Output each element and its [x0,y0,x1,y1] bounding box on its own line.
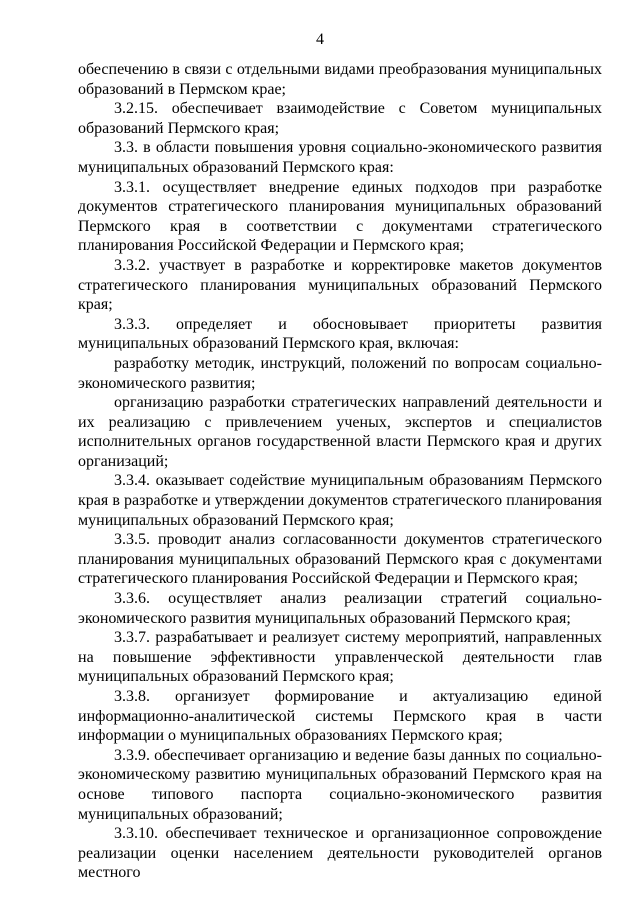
paragraph-3-3-8: 3.3.8. организует формирование и актуализацию единой информационно-аналитической системы Пермского края в части информации о муниципальных образованиях Пермского края; [78,688,602,745]
paragraph-3-3-4: 3.3.4. оказывает содействие муниципальным образованиям Пермского края в разработке и утверждении документов стратегического планирования муниципальных образований Пермского края; [78,472,602,529]
paragraph-3-3-5: 3.3.5. проводит анализ согласованности документов стратегического планирования муниципальных образований Пермского края с документами стратегического планирования Российской Федерации и Пермского края; [78,531,602,588]
paragraph-3-3-1: 3.3.1. осуществляет внедрение единых подходов при разработке документов стратегического планирования муниципальных образований Пермского края в соответствии с документами стратегического планирования Российской Федерации и Пермского края; [78,178,602,255]
paragraph-3-3-9: 3.3.9. обеспечивает организацию и ведение базы данных по социально-экономическому развитию муниципальных образований Пермского края на основе типового паспорта социально-экономического развития муниципальных образований; [78,746,602,823]
paragraph-continuation: обеспечению в связи с отдельными видами преобразования муниципальных образований в Пермском крае; [78,61,602,98]
document-body [78,60,602,883]
paragraph-strategic-directions: организацию разработки стратегических направлений деятельности и их реализацию с привлечением ученых, экспертов и специалистов исполнительных органов государственной власти Пермского края и других организаций; [78,394,602,470]
paragraph-3-3-6: 3.3.6. осуществляет анализ реализации стратегий социально-экономического развития муниципальных образований Пермского края; [78,590,602,627]
paragraph-methods: разработку методик, инструкций, положений по вопросам социально-экономического развития; [78,354,602,392]
page-number: 4 [316,31,324,48]
paragraph-3-3: 3.3. в области повышения уровня социально-экономического развития муниципальных образований Пермского края: [78,139,602,176]
paragraph-3-3-2: 3.3.2. участвует в разработке и корректировке макетов документов стратегического планирования муниципальных образований Пермского края; [78,256,602,314]
paragraph-3-3-7: 3.3.7. разрабатывает и реализует систему мероприятий, направленных на повышение эффективности управленческой деятельности глав муниципальных образований Пермского края; [78,629,602,686]
paragraph-3-2-15: 3.2.15. обеспечивает взаимодействие с Советом муниципальных образований Пермского края; [78,100,602,137]
paragraph-3-3-10: 3.3.10. обеспечивает техническое и организационное сопровождение реализации оценки населением деятельности руководителей органов местного [78,825,602,882]
paragraph-3-3-3: 3.3.3. определяет и обосновывает приоритеты развития муниципальных образований Пермского края, включая: [78,315,602,353]
